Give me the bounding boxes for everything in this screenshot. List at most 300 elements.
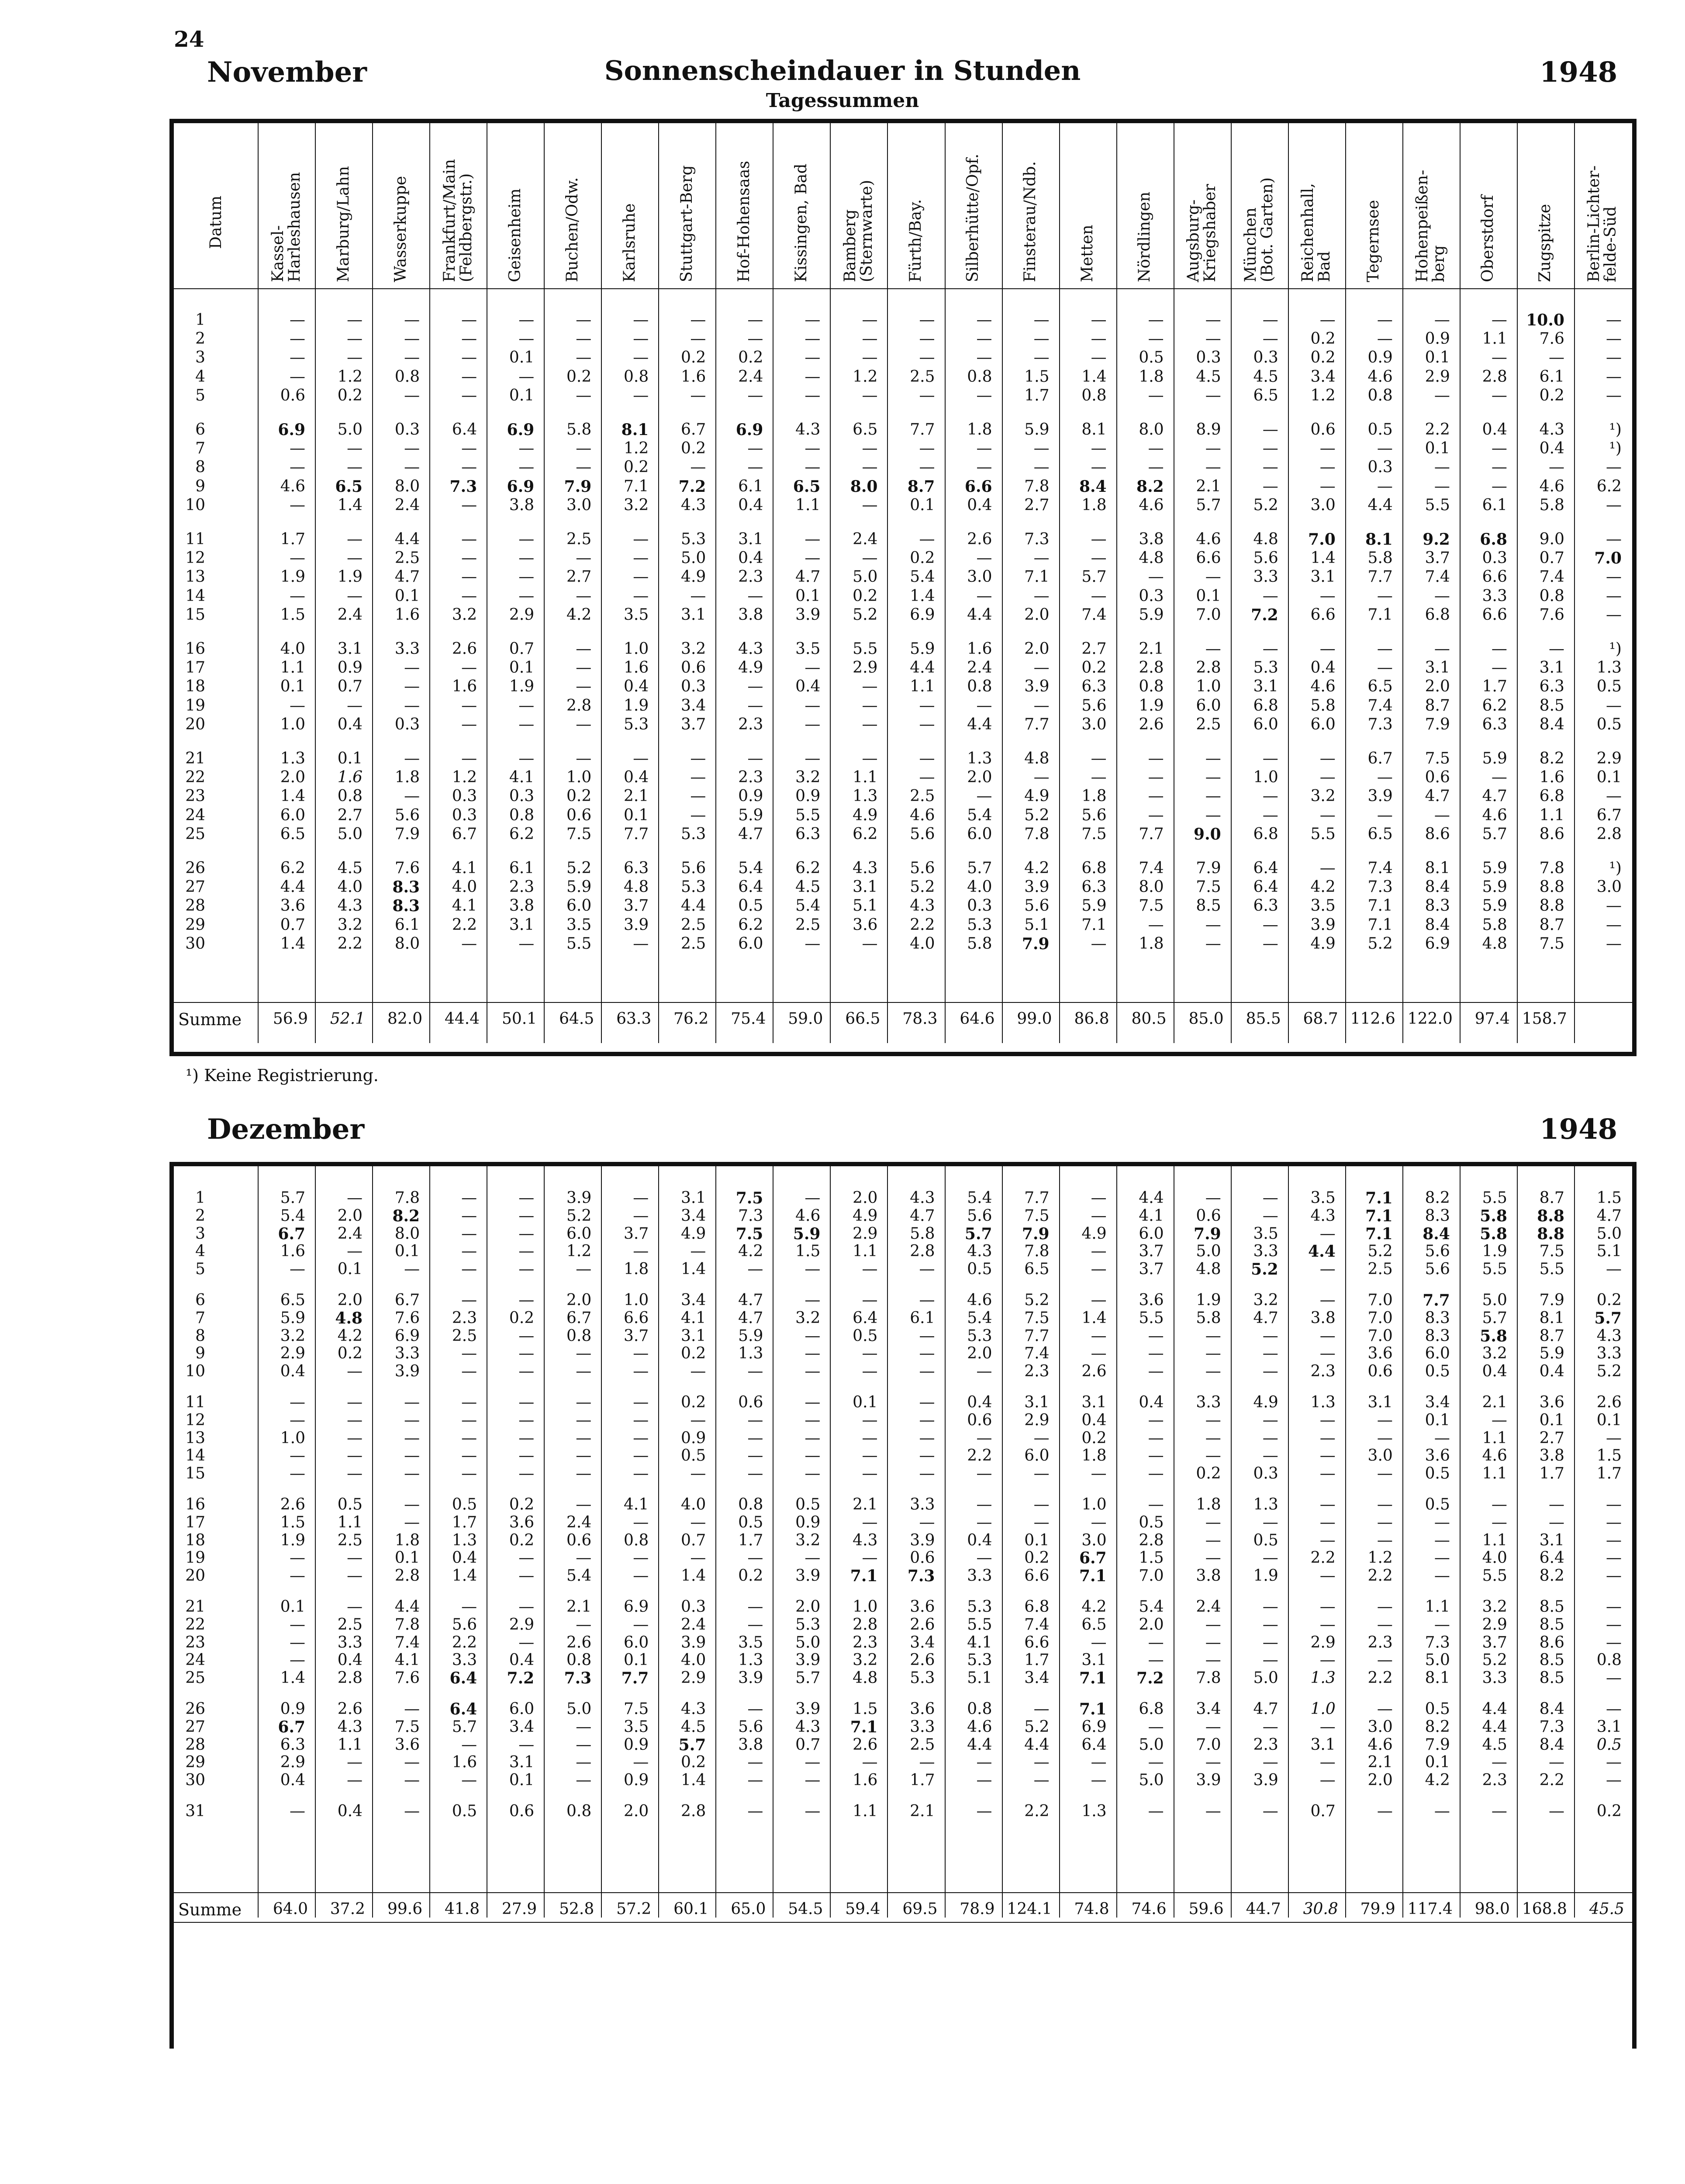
value-cell: 5.6 [1253,549,1278,567]
value-cell: — [404,386,420,404]
value-cell: 6.0 [1253,715,1278,733]
value-cell: 0.1 [394,587,420,605]
value-cell: 0.5 [1596,715,1622,733]
value-cell: — [1606,1753,1622,1772]
value-cell: 0.8 [509,806,535,824]
value-cell: 1.6 [280,1242,306,1261]
value-cell: 0.6 [566,1531,592,1549]
value-cell: 3.2 [1482,1598,1507,1616]
value-cell: 5.6 [681,859,706,877]
value-cell: — [747,696,763,715]
value-cell: — [290,1802,306,1820]
value-cell: 0.9 [280,1700,306,1718]
value-cell: 3.4 [509,1717,535,1736]
value-cell: 6.1 [394,916,420,934]
value-cell: — [805,1291,821,1309]
value-cell: 6.6 [1196,549,1221,567]
value-cell: 1.8 [624,1260,649,1279]
value-cell: — [1262,1717,1278,1736]
value-cell: 5.5 [1139,1309,1164,1327]
value-cell: 6.8 [1539,787,1564,805]
value-cell: 7.8 [394,1615,420,1634]
value-cell: 1.0 [1081,1496,1107,1514]
value-cell: — [1033,549,1050,567]
day-label: 10 [185,1362,205,1381]
value-cell: — [1205,1189,1221,1207]
value-cell: 7.1 [1079,1567,1107,1586]
value-cell: 2.3 [452,1309,477,1327]
value-cell: — [1319,477,1336,495]
value-cell: 5.0 [795,1633,821,1652]
value-cell: — [576,1496,592,1514]
value-cell: 9.2 [1423,530,1450,549]
value-cell: — [633,330,649,348]
value-cell: — [1205,916,1221,934]
value-cell: — [690,787,706,805]
value-cell: 1.6 [452,677,477,696]
value-cell: — [1319,640,1336,658]
header-station-3: (Feldbergstr.) [457,173,475,282]
value-cell: 2.0 [566,1291,592,1309]
header-station-0: Kassel- [269,225,287,282]
value-cell: 0.4 [280,1362,306,1381]
value-cell: — [518,330,535,348]
value-cell: — [347,1753,363,1772]
value-cell: 2.2 [910,916,935,934]
value-cell: — [1262,1429,1278,1447]
value-cell: — [1434,1615,1450,1634]
value-cell: 0.9 [624,1771,649,1790]
value-cell: — [1205,1717,1221,1736]
value-cell: 6.8 [1253,696,1278,715]
value-cell: 5.9 [910,640,935,658]
value-cell: ¹) [1609,421,1622,439]
value-cell: — [747,1598,763,1616]
value-cell: 1.8 [1139,367,1164,386]
value-cell: — [347,549,363,567]
value-cell: — [576,1411,592,1429]
value-cell: — [461,549,477,567]
value-cell: — [347,1567,363,1585]
value-cell: — [1319,311,1336,329]
value-cell: 0.1 [1539,1411,1564,1429]
value-cell: — [1205,1327,1221,1345]
header-station-10: (Sternwarte) [857,180,876,282]
value-cell: 3.9 [1024,677,1050,696]
header-station-2: Wasserkuppe [391,176,410,282]
value-cell: 5.4 [566,1567,592,1585]
day-label: 17 [185,659,205,677]
value-cell: — [518,1327,535,1345]
value-cell: 8.0 [394,477,420,495]
value-cell: — [461,1771,477,1790]
value-cell: — [1148,1496,1164,1514]
value-cell: 4.4 [394,1598,420,1616]
value-cell: — [805,1344,821,1363]
value-cell: 5.0 [566,1700,592,1718]
value-cell: — [1377,1598,1393,1616]
value-cell: 4.1 [452,897,477,915]
value-cell: 6.2 [738,916,763,934]
value-cell: 7.9 [1425,715,1450,733]
value-cell: 3.1 [738,530,763,548]
value-cell: 5.7 [678,1735,706,1754]
value-cell: — [461,1224,477,1243]
value-cell: — [404,696,420,715]
value-cell: — [862,750,878,767]
value-cell: 7.4 [1081,605,1107,624]
value-cell: — [1548,458,1564,477]
value-cell: 6.0 [738,934,763,953]
value-cell: — [919,1362,935,1381]
value-cell: — [1548,1802,1564,1820]
value-cell: 7.5 [735,1224,763,1243]
value-cell: 6.1 [910,1309,935,1327]
summe-cell: 59.4 [845,1900,880,1918]
value-cell: — [290,1465,306,1483]
value-cell: 1.4 [280,934,306,953]
value-cell: 5.6 [910,859,935,877]
value-cell: 1.7 [1024,1651,1050,1669]
value-cell: 1.0 [566,768,592,787]
value-cell: — [1262,1189,1278,1207]
value-cell: 8.5 [1196,897,1221,915]
value-cell: 3.2 [280,1327,306,1345]
value-cell: 1.1 [910,677,935,696]
value-cell: 6.6 [1024,1567,1050,1585]
value-cell: — [1319,1771,1336,1790]
value-cell: — [919,458,935,477]
value-cell: 1.1 [853,1242,878,1261]
value-cell: 5.8 [1480,1327,1507,1345]
value-cell: — [1434,458,1450,477]
value-cell: — [347,458,363,477]
value-cell: — [461,1393,477,1411]
value-cell: 0.4 [624,677,649,696]
value-cell: — [1377,1429,1393,1447]
value-cell: 4.4 [967,605,992,624]
value-cell: — [1377,330,1393,348]
value-cell: 0.7 [1310,1802,1336,1820]
value-cell: — [1606,1429,1622,1447]
value-cell: 4.4 [280,878,306,896]
value-cell: 5.1 [967,1669,992,1687]
value-cell: 1.1 [280,659,306,677]
value-cell: 2.4 [337,605,363,624]
value-cell: 0.9 [681,1429,706,1447]
value-cell: 6.7 [278,1224,306,1243]
value-cell: 0.1 [509,386,535,404]
value-cell: — [1091,549,1107,567]
value-cell: — [1205,1513,1221,1531]
value-cell: 2.5 [910,367,935,386]
value-cell: 2.2 [1425,421,1450,439]
value-cell: 5.1 [1024,916,1050,934]
value-cell: 1.3 [967,750,992,767]
value-cell: 3.2 [681,640,706,658]
value-cell: 2.3 [1024,1362,1050,1381]
value-cell: — [1434,477,1450,495]
day-label: 20 [185,715,205,733]
value-cell: 5.3 [624,715,649,733]
value-cell: 3.1 [1425,659,1450,677]
value-cell: — [747,1753,763,1772]
value-cell: 6.4 [853,1309,878,1327]
summe-cell: 64.0 [273,1900,308,1918]
value-cell: — [1377,1700,1393,1718]
value-cell: — [633,1753,649,1772]
value-cell: — [1205,1411,1221,1429]
value-cell: 7.4 [394,1633,420,1652]
value-cell: 4.4 [967,715,992,733]
value-cell: — [290,549,306,567]
value-cell: 2.1 [566,1598,592,1616]
value-cell: 1.0 [1253,768,1278,787]
value-cell: 6.9 [507,477,535,496]
value-cell: 0.8 [1367,386,1393,404]
value-cell: 2.4 [1196,1598,1221,1616]
value-cell: 4.3 [910,897,935,915]
value-cell: 4.6 [1310,677,1336,696]
day-label: 10 [185,496,205,514]
value-cell: 7.9 [394,825,420,843]
value-cell: — [1606,1771,1622,1790]
value-cell: — [1319,1260,1336,1279]
value-cell: 0.1 [1425,1411,1450,1429]
summe-cell: 52.8 [559,1900,594,1918]
value-cell: — [518,549,535,567]
value-cell: — [919,386,935,404]
value-cell: — [1091,1189,1107,1207]
value-cell: 6.4 [1253,859,1278,877]
value-cell: 1.9 [280,568,306,586]
value-cell: 7.4 [1024,1344,1050,1363]
value-cell: 6.5 [280,1291,306,1309]
value-cell: 0.2 [1081,659,1107,677]
value-cell: — [1606,1513,1622,1531]
value-cell: 6.9 [735,421,763,439]
value-cell: 4.3 [1539,421,1564,439]
value-cell: 6.6 [1482,568,1507,586]
value-cell: — [805,1549,821,1567]
day-label: 14 [185,1447,205,1465]
value-cell: 6.5 [280,825,306,843]
day-label: 25 [185,1669,205,1687]
value-cell: — [1491,439,1507,458]
value-cell: — [1091,768,1107,787]
value-cell: 7.8 [1539,859,1564,877]
value-cell: 4.3 [1310,1206,1336,1225]
value-cell: 1.6 [853,1771,878,1790]
value-cell: 0.7 [509,640,535,658]
value-cell: 1.4 [681,1567,706,1585]
value-cell: — [290,439,306,458]
header-station-4: Geisenheim [506,188,524,282]
value-cell: 3.3 [910,1717,935,1736]
month-november: November [207,56,367,89]
day-label: 19 [185,696,205,715]
value-cell: 3.8 [1196,1567,1221,1585]
value-cell: 0.5 [1425,1496,1450,1514]
value-cell: 1.6 [337,768,363,787]
value-cell: — [1033,587,1050,605]
value-cell: 0.1 [1596,1411,1622,1429]
value-cell: 1.2 [337,367,363,386]
value-cell: 7.1 [1367,605,1393,624]
value-cell: 0.2 [624,458,649,477]
day-label: 27 [185,878,205,896]
value-cell: 8.7 [1539,1327,1564,1345]
value-cell: — [461,496,477,514]
value-cell: — [461,587,477,605]
value-cell: 0.6 [910,1549,935,1567]
value-cell: 1.2 [566,1242,592,1261]
value-cell: — [576,549,592,567]
value-cell: — [1377,311,1393,329]
value-cell: 0.4 [738,549,763,567]
value-cell: 2.6 [910,1651,935,1669]
value-cell: 2.8 [1596,825,1622,843]
value-cell: 5.2 [566,1206,592,1225]
value-cell: — [690,311,706,329]
value-cell: — [805,311,821,329]
value-cell: 7.3 [1367,878,1393,896]
day-label: 11 [185,1393,205,1411]
value-cell: — [1033,1771,1050,1790]
summe-cell: 66.5 [845,1010,880,1028]
value-cell: 4.2 [1425,1771,1450,1790]
day-label: 12 [185,549,205,567]
value-cell: 4.7 [738,1309,763,1327]
value-cell: — [1491,1753,1507,1772]
value-cell: 0.1 [509,659,535,677]
value-cell: 8.5 [1539,1598,1564,1616]
value-cell: — [347,1189,363,1207]
value-cell: — [461,1206,477,1225]
value-cell: — [576,1771,592,1790]
value-cell: 3.7 [1425,549,1450,567]
value-cell: 7.1 [624,477,649,495]
value-cell: — [1033,696,1050,715]
value-cell: 2.4 [738,367,763,386]
value-cell: 9.0 [1539,530,1564,548]
value-cell: 0.2 [910,549,935,567]
value-cell: 5.9 [1539,1344,1564,1363]
value-cell: 8.1 [1425,1669,1450,1687]
value-cell: 5.2 [1251,1260,1278,1279]
value-cell: 0.5 [1596,677,1622,696]
value-cell: 3.9 [795,1651,821,1669]
value-cell: 0.2 [681,349,706,367]
value-cell: 1.4 [681,1260,706,1279]
value-cell: — [1434,1567,1450,1585]
summe-cell: 78.3 [902,1010,938,1028]
value-cell: 0.2 [681,439,706,458]
value-cell: 7.5 [1425,750,1450,767]
summe-rule [174,1892,1632,1893]
value-cell: — [1606,1496,1622,1514]
value-cell: 3.8 [1539,1447,1564,1465]
value-cell: 1.6 [452,1753,477,1772]
value-cell: 8.3 [1425,1309,1450,1327]
value-cell: 1.9 [1253,1567,1278,1585]
value-cell: 1.5 [1024,367,1050,386]
value-cell: 0.4 [337,715,363,733]
value-cell: — [461,439,477,458]
value-cell: — [862,1291,878,1309]
value-cell: — [1606,458,1622,477]
value-cell: — [1319,750,1336,767]
value-cell: — [1491,1411,1507,1429]
value-cell: 4.3 [795,1717,821,1736]
value-cell: — [1606,1549,1622,1567]
value-cell: 3.2 [1482,1344,1507,1363]
value-cell: 4.1 [394,1651,420,1669]
value-cell: — [576,1717,592,1736]
value-cell: 0.4 [738,496,763,514]
value-cell: — [1091,587,1107,605]
value-cell: 1.1 [337,1513,363,1531]
value-cell: 6.2 [280,859,306,877]
value-cell: — [1606,696,1622,715]
value-cell: 0.7 [795,1735,821,1754]
day-label: 26 [185,1700,205,1718]
value-cell: ¹) [1609,859,1622,877]
value-cell: 0.2 [509,1309,535,1327]
value-cell: 6.3 [1482,715,1507,733]
value-cell: — [461,1411,477,1429]
value-cell: — [919,1513,935,1531]
value-cell: — [404,1802,420,1820]
value-cell: 7.5 [394,1717,420,1736]
header-station-19: Tegernsee [1364,200,1383,282]
value-cell: — [1091,1513,1107,1531]
value-cell: 7.3 [1539,1717,1564,1736]
value-cell: — [1262,750,1278,767]
value-cell: — [1377,659,1393,677]
header-station-18: Reichenhall, [1299,183,1317,282]
value-cell: 5.3 [967,1327,992,1345]
value-cell: 5.5 [1482,1567,1507,1585]
value-cell: — [1606,1567,1622,1585]
value-cell: — [1319,1598,1336,1616]
value-cell: — [518,934,535,953]
value-cell: 3.1 [681,1327,706,1345]
value-cell: 4.0 [452,878,477,896]
value-cell: — [347,1447,363,1465]
value-cell: 0.6 [1196,1206,1221,1225]
value-cell: — [862,349,878,367]
value-cell: 3.9 [1310,916,1336,934]
value-cell: 0.5 [1139,349,1164,367]
value-cell: 1.4 [681,1771,706,1790]
value-cell: 3.2 [795,768,821,787]
value-cell: — [1606,1531,1622,1549]
value-cell: 6.2 [1482,696,1507,715]
value-cell: 2.5 [566,530,592,548]
value-cell: — [1262,311,1278,329]
value-cell: 4.4 [1308,1242,1336,1261]
value-cell: 1.8 [1081,787,1107,805]
summe-cell: 54.5 [788,1900,823,1918]
value-cell: 8.7 [1539,916,1564,934]
value-cell: 5.4 [1139,1598,1164,1616]
value-cell: — [1091,1344,1107,1363]
value-cell: 5.3 [681,530,706,548]
value-cell: — [1148,1651,1164,1669]
value-cell: 0.4 [1482,421,1507,439]
value-cell: 5.3 [681,825,706,843]
